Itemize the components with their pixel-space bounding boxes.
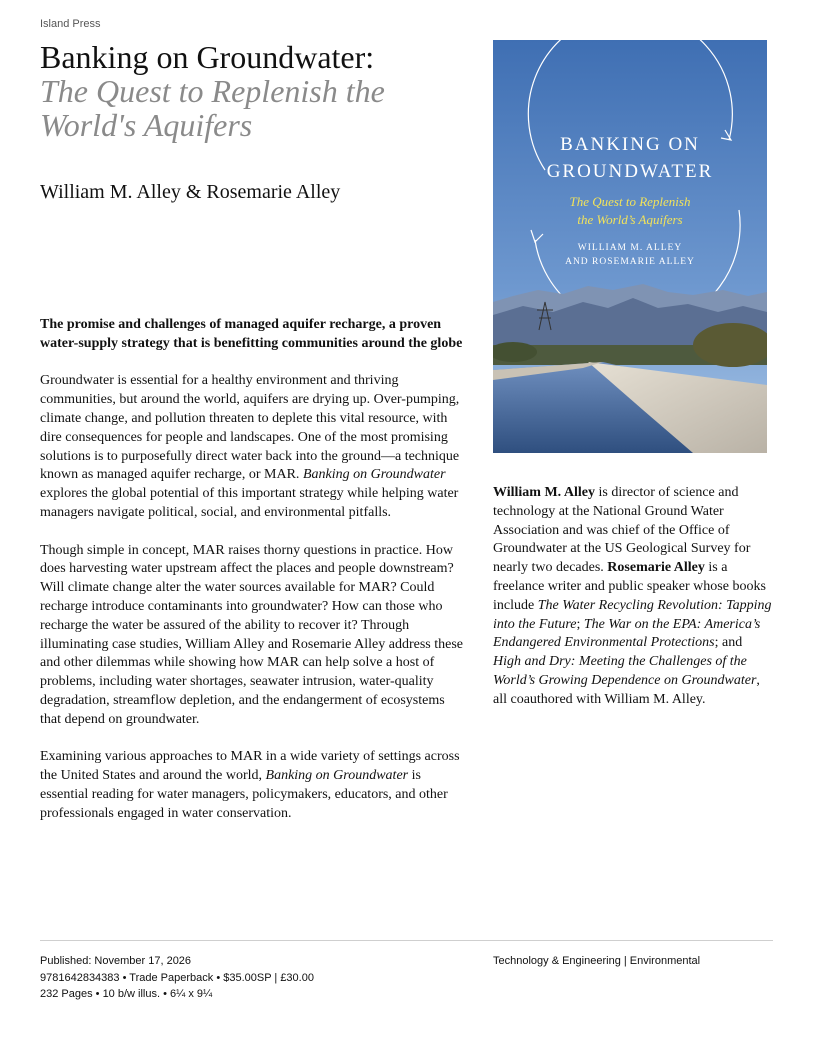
author-name-2: Rosemarie Alley [607,560,705,576]
cover-title-line1: BANKING ON [560,134,700,155]
description-lead: The promise and challenges of managed aquifer recharge, a proven water-supply strategy that is benefitting communities around the globe [40,317,463,351]
book-title: Banking on Groundwater: [40,39,375,75]
cover-illustration [493,40,767,453]
author-bio [493,484,773,710]
book-cover-image [493,40,767,453]
edition-info: 9781642834383 • Trade Paperback • $35.00SP | £30.00 [40,971,314,984]
book-title-block [40,40,470,142]
page-specs: 232 Pages • 10 b/w illus. • 6¼ x 9¼ [40,988,213,1000]
cover-subtitle-line1: The Quest to Replenish [569,194,691,209]
footer-divider [40,940,773,941]
cover-title-line2: GROUNDWATER [546,161,714,182]
cover-author-line2: AND ROSEMARIE ALLEY [565,257,695,267]
description-paragraph-1: Groundwater is essential for a healthy environment and thriving communities, but around the world, aquifers are drying up. Over-pumping, climate change, and pollution threaten to deplete this vital resource, with dire consequences for people and landscapes. One of the most promising solutions is to purposefully direct water back into the ground—a technique known as managed aquifer recharge, or MAR. Banking on Groundwater explores the global potential of this important strategy while helping water managers navigate political, social, and environmental pitfalls. [40,373,460,520]
book-description [40,316,465,842]
cover-subtitle-line2: the World’s Aquifers [577,212,683,227]
description-paragraph-3: Examining various approaches to MAR in a wide variety of settings across the United States and around the world, Banking on Groundwater is essential reading for water managers, policymakers, educators, and other professionals engaged in water conservation. [40,749,460,821]
bio-book-1: The Water Recycling Revolution: Tapping into the Future [493,597,772,632]
book-subtitle: The Quest to Replenish the World's Aquifers [40,73,385,143]
description-paragraph-2: Though simple in concept, MAR raises thorny questions in practice. How does harvesting water upstream affect the places and people downstream? Will climate change alter the water sources available for MAR? Could recharge introduce contaminants into groundwater? How can those who recharge the water be assured of the ability to recover it? Through illuminating case studies, William Alley and Rosemarie Alley address these and other dilemmas while showing how MAR can help solve a host of problems, including water shortages, seawater intrusion, water-quality degradation, streamflow depletion, and the endangerment of ecosystems that depend on groundwater. [40,542,463,727]
book-authors: William M. Alley & Rosemarie Alley [40,181,341,203]
bio-book-3: High and Dry: Meeting the Challenges of the World’s Growing Dependence on Groundwater [493,654,757,688]
author-name-1: William M. Alley [493,485,596,500]
publication-details [40,953,314,1003]
publication-date: Published: November 17, 2026 [40,955,192,967]
bio-book-2: The War on the EPA: America’s Endangered Environmental Protections [493,616,761,651]
subject-categories: Technology & Engineering | Environmental [493,955,701,967]
cover-author-line1: WILLIAM M. ALLEY [577,243,683,253]
author-bio-text: William M. Alley is director of science and technology at the National Ground Water Association and was chief of the Office of Groundwater at the US Geological Survey for nearly two decades. Rosemarie Alley is a freelance writer and public speaker whose books include The Water Recycling Revolution: Tapping into the Future; The War on the EPA: America’s Endangered Environmental Protections; and High and Dry: Meeting the Challenges of the World’s Growing Dependence on Groundwater, all coauthored with William M. Alley. [493,485,772,707]
publisher-name: Island Press [40,18,101,30]
